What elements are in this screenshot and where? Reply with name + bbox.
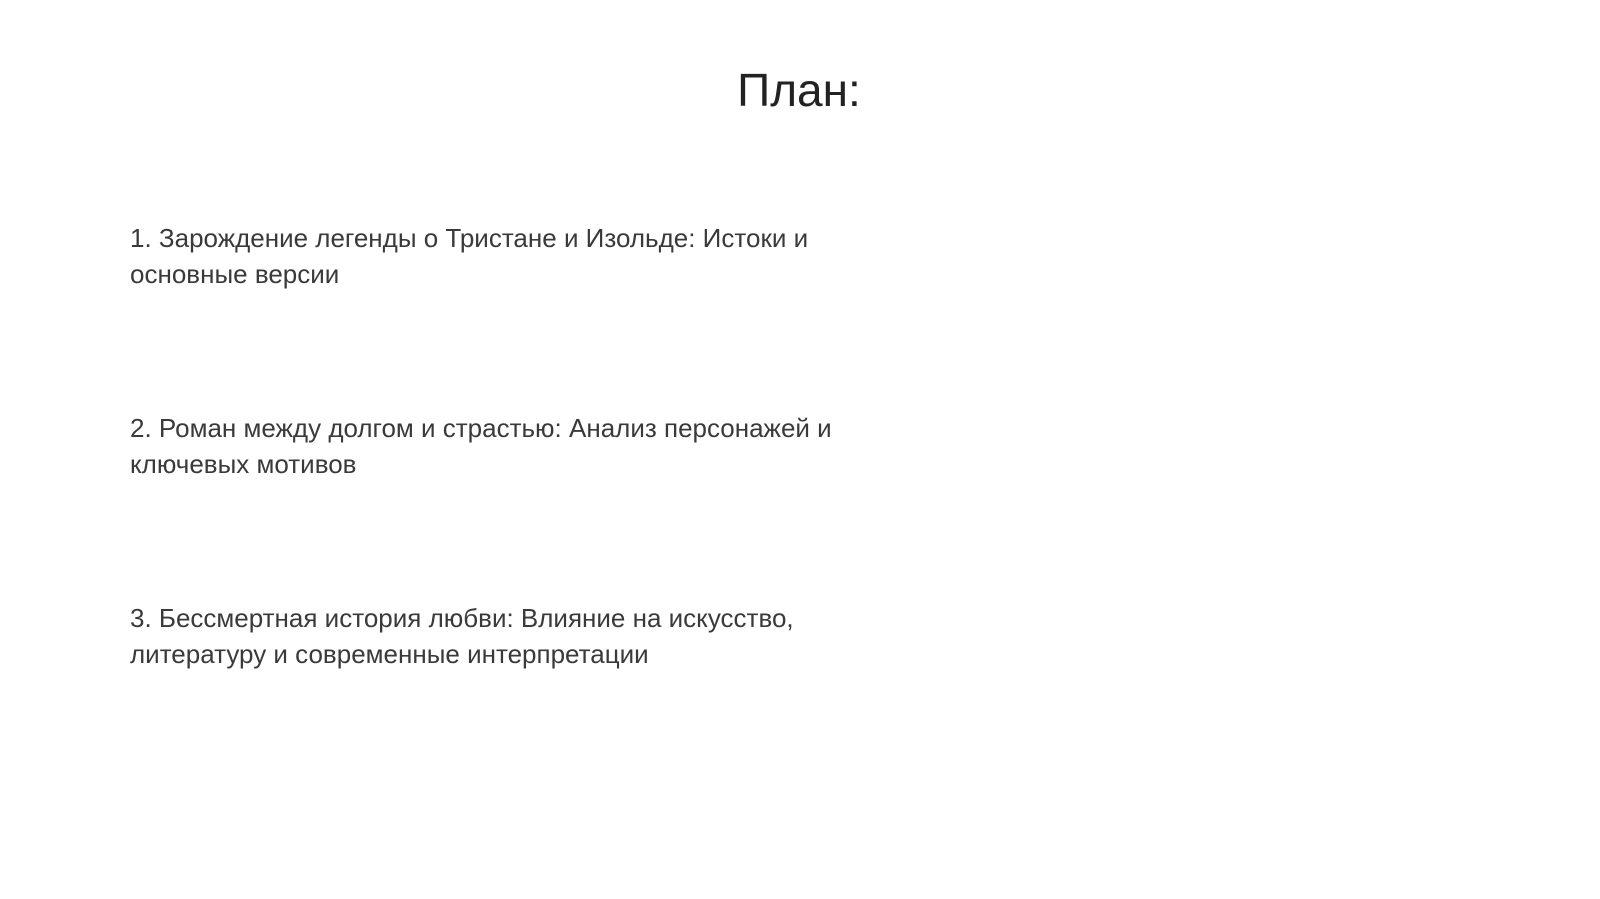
plan-item-1: 1. Зарождение легенды о Тристане и Изольде: Истоки и основные версии	[130, 223, 809, 289]
slide-title	[0, 62, 1600, 118]
plan-item-2: 2. Роман между долгом и страстью: Анализ персонажей и ключевых мотивов	[130, 413, 832, 479]
plan-item-3: 3. Бессмертная история любви: Влияние на искусство, литературу и современные интерпретации	[130, 603, 794, 669]
slide-title-text: План:	[737, 64, 861, 116]
